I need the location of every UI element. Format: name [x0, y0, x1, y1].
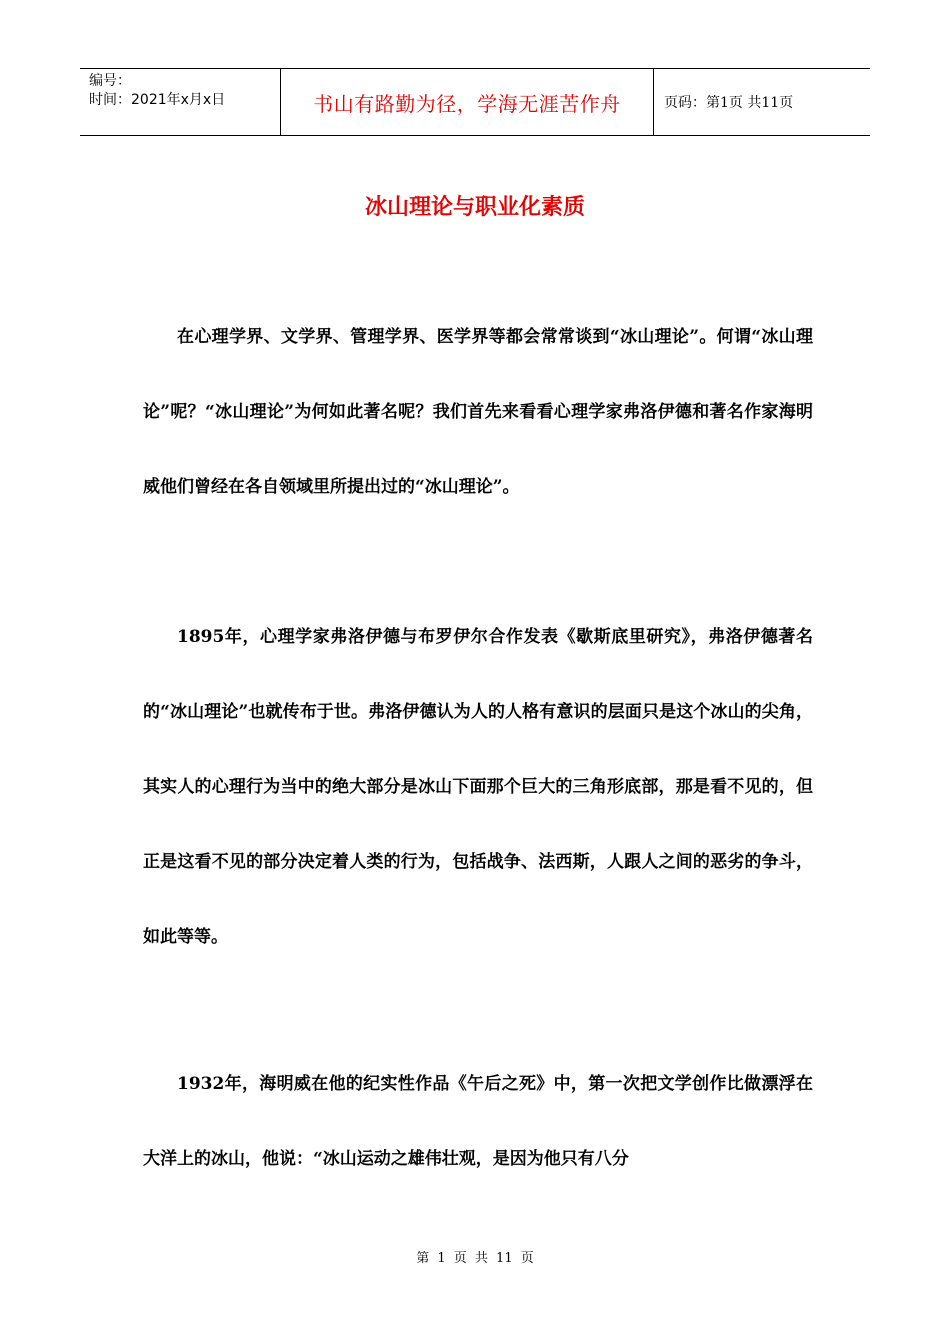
header-table [80, 68, 870, 136]
header-info-cell [80, 69, 281, 135]
document-title: 冰山理论与职业化素质 [364, 194, 585, 220]
time-label: 时间：2021年x月x日 [89, 92, 226, 108]
page-label: 页码：第1页 共11页 [664, 95, 794, 111]
page-footer: 第 1 页 共 11 页 [416, 1251, 534, 1266]
paragraph-2: 1895年，心理学家弗洛伊德与布罗伊尔合作发表《歇斯底里研究》，弗洛伊德著名的“冰山理论”也就传布于世。弗洛伊德认为人的人格有意识的层面只是这个冰山的尖角，其实人的心理行为当中的绝大部分是冰山下面那个巨大的三角形底部，那是看不见的，但正是这看不见的部分决定着人类的行为，包括战争、法西斯，人跟人之间的恶劣的争斗，如此等等。 [143, 627, 813, 947]
header-page-cell [654, 69, 870, 135]
header-motto-cell [281, 69, 654, 135]
paragraph-1: 在心理学界、文学界、管理学界、医学界等都会常常谈到“冰山理论”。何谓“冰山理论”呢？“冰山理论”为何如此著名呢？我们首先来看看心理学家弗洛伊德和著名作家海明威他们曾经在各自领域里所提出过的“冰山理论”。 [143, 327, 813, 497]
number-label: 编号： [89, 73, 131, 89]
motto-text: 书山有路勤为径，学海无涯苦作舟 [313, 91, 621, 116]
paragraph-3: 1932年，海明威在他的纪实性作品《午后之死》中，第一次把文学创作比做漂浮在大洋上的冰山，他说：“冰山运动之雄伟壮观，是因为他只有八分 [143, 1074, 813, 1169]
